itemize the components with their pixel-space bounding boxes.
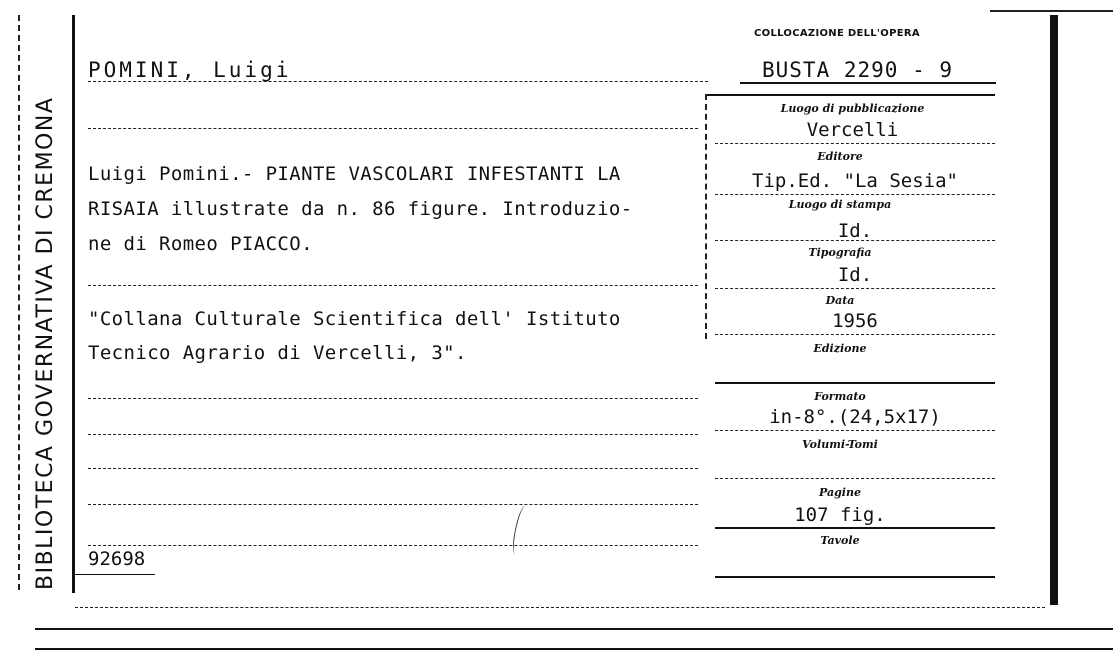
body-line-1: Luigi Pomini.- PIANTE VASCOLARI INFESTANTI LA	[88, 163, 621, 185]
field-rule	[715, 143, 995, 144]
field-label-tavole: Tavole	[820, 534, 860, 547]
author-rule	[88, 81, 708, 82]
right-column-left-edge	[705, 94, 707, 339]
right-column-border	[705, 94, 995, 96]
field-rule	[715, 576, 995, 578]
field-value-luogo-pubblicazione: Vercelli	[806, 119, 899, 141]
field-value-data: 1956	[832, 310, 878, 332]
bottom-card-edge	[35, 648, 1113, 650]
field-rule	[715, 430, 995, 431]
body-rule	[88, 504, 698, 505]
library-stamp-vertical: BIBLIOTECA GOVERNATIVA DI CREMONA	[33, 96, 58, 590]
field-rule	[715, 527, 995, 529]
field-label-data: Data	[825, 294, 855, 307]
body-rule	[88, 468, 698, 469]
field-rule	[715, 288, 995, 289]
body-rule	[88, 434, 698, 435]
field-value-tipografia: Id.	[837, 264, 873, 286]
body-rule	[88, 285, 698, 286]
body-rule	[88, 128, 698, 129]
field-label-luogo-stampa: Luogo di stampa	[788, 198, 892, 211]
top-right-rule	[990, 10, 1113, 12]
left-vertical-rule	[72, 15, 75, 593]
left-margin-dashes	[18, 15, 20, 590]
field-label-formato: Formato	[814, 390, 866, 403]
busta-rule	[740, 82, 996, 84]
field-label-editore: Editore	[817, 150, 863, 163]
field-rule	[715, 478, 995, 479]
body-rule	[88, 398, 698, 399]
inventory-number: 92698	[88, 548, 146, 570]
field-value-luogo-stampa: Id.	[837, 220, 873, 242]
bottom-dash	[75, 607, 1045, 608]
field-label-luogo-pubblicazione: Luogo di pubblicazione	[780, 102, 925, 115]
field-label-pagine: Pagine	[819, 486, 861, 499]
body-line-2: RISAIA illustrate da n. 86 figure. Introduzio-	[88, 198, 633, 220]
bottom-card-edge	[35, 628, 1113, 630]
author-heading: POMINI, Luigi	[88, 58, 292, 82]
field-label-edizione: Edizione	[813, 342, 867, 355]
body-rule	[88, 545, 698, 546]
field-value-formato: in-8°.(24,5x17)	[769, 406, 941, 428]
pencil-mark	[510, 504, 531, 555]
field-label-volumi-tomi: Volumi-Tomi	[802, 438, 878, 451]
collocation-label: COLLOCAZIONE DELL'OPERA	[754, 28, 920, 39]
field-rule	[715, 334, 995, 335]
field-value-editore: Tip.Ed. "La Sesia"	[752, 170, 958, 192]
field-rule	[715, 382, 995, 384]
field-rule	[715, 194, 995, 195]
body-line-4: "Collana Culturale Scientifica dell' Istituto	[88, 308, 621, 330]
inventory-bracket	[75, 574, 155, 575]
right-edge-rule	[1050, 15, 1058, 605]
busta-number: BUSTA 2290 - 9	[762, 58, 954, 82]
field-rule	[715, 240, 995, 241]
field-label-tipografia: Tipografia	[808, 246, 872, 259]
field-value-pagine: 107 fig.	[794, 504, 886, 526]
body-line-3: ne di Romeo PIACCO.	[88, 233, 313, 255]
body-line-5: Tecnico Agrario di Vercelli, 3".	[88, 342, 467, 364]
